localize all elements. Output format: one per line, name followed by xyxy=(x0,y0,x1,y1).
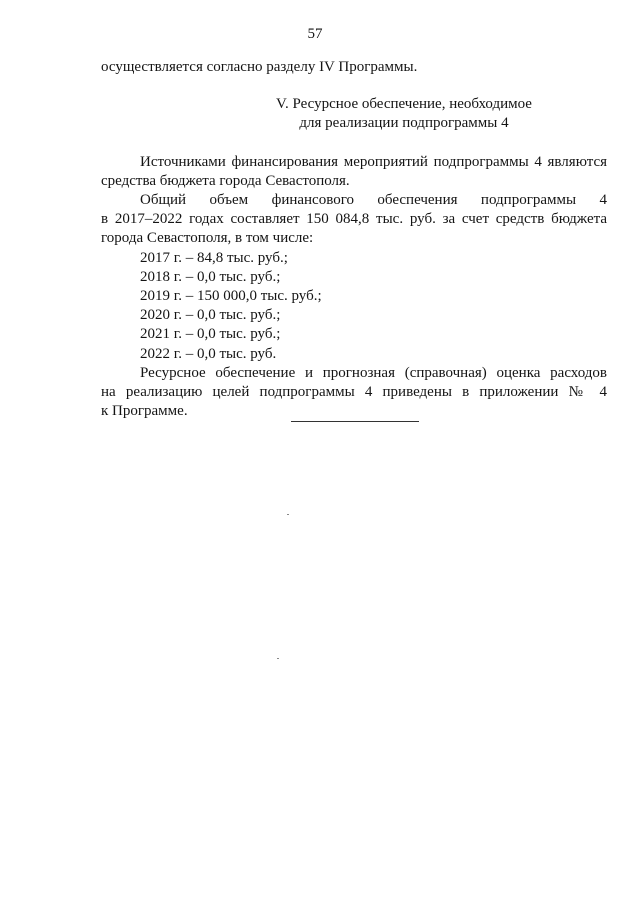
document-body xyxy=(101,58,607,421)
section-title-line-2: для реализации подпрограммы 4 xyxy=(299,115,509,132)
page-number: 57 xyxy=(307,26,323,42)
list-item: 2018 г. – 0,0 тыс. руб.; xyxy=(140,268,281,285)
paragraph-line: в 2017–2022 годах составляет 150 084,8 тыс. руб. за счет средств бюджета xyxy=(101,211,607,228)
list-item: 2021 г. – 0,0 тыс. руб.; xyxy=(140,326,281,343)
section-title xyxy=(101,95,607,133)
list-item: 2022 г. – 0,0 тыс. руб. xyxy=(140,345,277,362)
section-title-line-1: V. Ресурсное обеспечение, необходимое xyxy=(276,96,532,113)
paragraph-total-volume xyxy=(101,191,607,249)
paragraph-line: города Севастополя, в том числе: xyxy=(101,230,314,247)
list-item: 2019 г. – 150 000,0 тыс. руб.; xyxy=(140,288,322,305)
end-divider-line xyxy=(291,421,419,422)
year-breakdown-list xyxy=(101,249,607,364)
list-item: 2020 г. – 0,0 тыс. руб.; xyxy=(140,307,281,324)
paragraph-line: Ресурсное обеспечение и прогнозная (справочная) оценка расходов xyxy=(140,364,607,381)
list-item: 2017 г. – 84,8 тыс. руб.; xyxy=(140,249,288,266)
scan-speck xyxy=(287,514,289,515)
paragraph-line: средства бюджета города Севастополя. xyxy=(101,172,350,189)
spacer xyxy=(101,134,607,153)
paragraph-line: на реализацию целей подпрограммы 4 приведены в приложении № 4 xyxy=(101,384,607,401)
paragraph-line: Общий объем финансового обеспечения подпрограммы 4 xyxy=(140,192,607,209)
paragraph-resource-estimate xyxy=(101,364,607,422)
intro-line: осуществляется согласно разделу IV Программы. xyxy=(101,59,418,75)
scan-speck xyxy=(277,658,279,659)
paragraph-line: к Программе. xyxy=(101,403,188,420)
paragraph-funding-sources xyxy=(101,153,607,191)
paragraph-line: Источниками финансирования мероприятий подпрограммы 4 являются xyxy=(140,153,607,170)
